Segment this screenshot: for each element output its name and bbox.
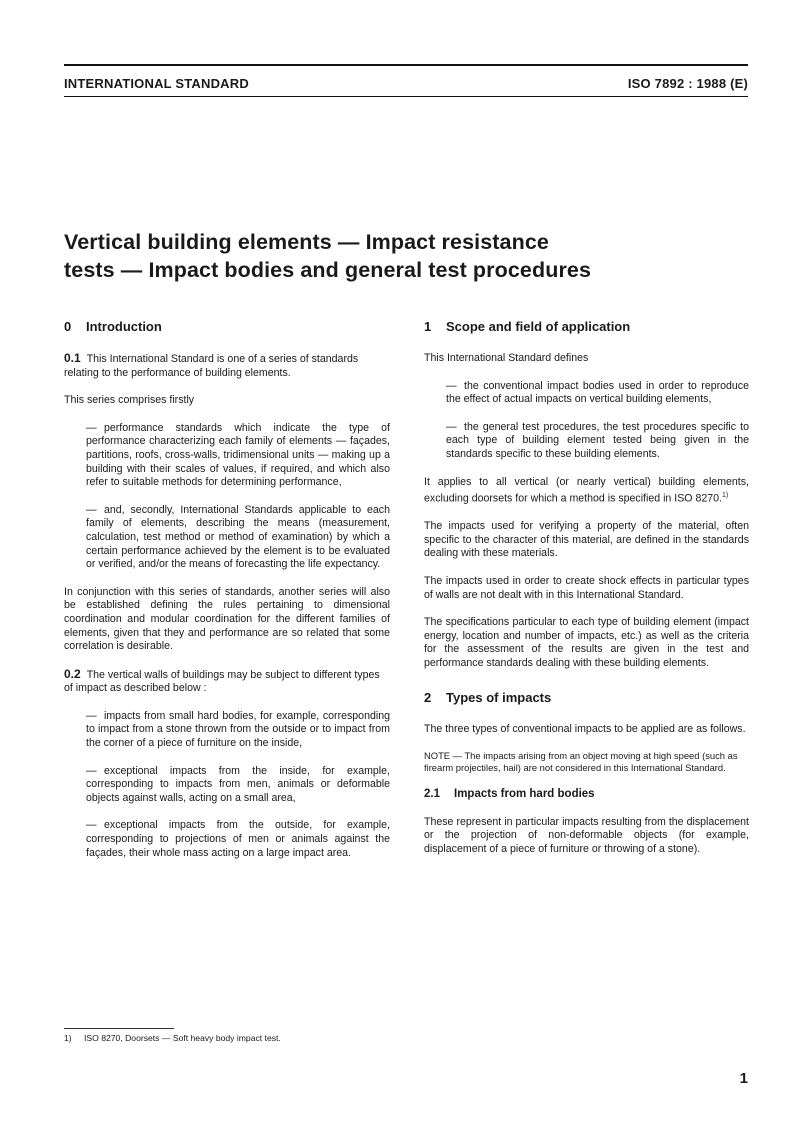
paragraph: The three types of conventional impacts to be applied are as follows. — [424, 722, 746, 735]
clause-0-1 — [64, 352, 390, 380]
clause-text: This International Standard is one of a series of standards relating to the performance of building elements. — [64, 353, 359, 379]
list-item: — the general test procedures, the test procedures specific to each type of building element tested being given in the standards specific to these building elements. — [446, 420, 749, 460]
list-item-text: exceptional impacts from the inside, for example, corresponding to impacts from men, animals or deformable objects against walls, acting on a small area, — [86, 764, 390, 804]
paragraph: This series comprises firstly — [64, 394, 195, 407]
list-item-text: and, secondly, International Standards applicable to each family of elements, describing the means (measurement, calculation, test method or method of examination) by which a certain performance achieved by the element is to be evaluated or verified, and/or the means of forecasting the life expectancy. — [86, 503, 390, 571]
clause-number: 0.1 — [64, 351, 81, 365]
paragraph — [424, 476, 749, 507]
list-item-text: the general test procedures, the test procedures specific to each type of building element tested being given in the standards specific to these building elements. — [446, 420, 749, 460]
paragraph: This International Standard defines — [424, 352, 589, 364]
clause-0-2 — [64, 668, 390, 696]
section-number: 0 — [64, 319, 72, 334]
list-item-text: the conventional impact bodies used in order to reproduce the effect of actual impacts on vertical building elements, — [446, 379, 749, 406]
document-title — [64, 228, 748, 284]
section-number: 1 — [424, 319, 432, 334]
left-column — [64, 318, 390, 874]
footnote-text: ISO 8270, Doorsets — Soft heavy body impact test. — [84, 1033, 281, 1043]
paragraph: The impacts used in order to create shock effects in particular types of walls are not dealt with in this International Standard. — [424, 575, 749, 601]
list-item-text: performance standards which indicate the type of performance characterizing each family of elements — façades, partitions, roofs, cross-walls, tridimensional units — making up a building with their scales of values, if required, and which also refer to suitable methods for determining performance, — [86, 421, 390, 489]
footnote-ref: 1) — [64, 1033, 72, 1043]
title-line-2: tests — Impact bodies and general test procedures — [64, 258, 592, 282]
top-rule — [64, 64, 748, 66]
subsection-title: Impacts from hard bodies — [454, 788, 595, 801]
subsection-2-1-heading — [424, 788, 749, 802]
section-title: Introduction — [86, 319, 162, 334]
list-item: — the conventional impact bodies used in order to reproduce the effect of actual impacts on vertical building elements, — [446, 379, 749, 406]
section-number: 2 — [424, 689, 432, 705]
list-item: — and, secondly, International Standards applicable to each family of elements, describing the means (measurement, calculation, test method or method of examination) by which a certain performance achieved by the element is to be evaluated or verified, and/or the means of forecasting the life expectancy. — [86, 503, 390, 571]
paragraph: These represent in particular impacts resulting from the displacement or the projection of non-deformable objects (for example, displacement of a piece of furniture or throwing of a stone). — [424, 815, 749, 855]
footnote-marker[interactable]: 1) — [721, 492, 729, 500]
list-item: — performance standards which indicate the type of performance characterizing each family of elements — façades, partitions, roofs, cross-walls, tridimensional units — making up a building with their scales of values, if required, and which also refer to suitable methods for determining performance, — [86, 421, 390, 489]
header-doc-type: INTERNATIONAL STANDARD — [64, 76, 249, 91]
section-title: Types of impacts — [446, 689, 552, 705]
section-2-heading — [424, 689, 749, 707]
paragraph: The specifications particular to each type of building element (impact energy, location and number of impacts, etc.) as well as the criteria for the assessment of the results are given in the test and performance standards dealing with these building elements. — [424, 616, 749, 670]
paragraph-text: It applies to all vertical (or nearly vertical) building elements, excluding doorsets for which a method is specified in ISO 8270. — [424, 475, 749, 505]
list-item: — exceptional impacts from the outside, for example, corresponding to projections of men or animals against the façades, their whole mass acting on a large impact area. — [86, 819, 390, 859]
header-rule — [64, 96, 748, 97]
clause-number: 0.2 — [64, 666, 81, 681]
page-number: 1 — [739, 1070, 748, 1087]
title-line-1: Vertical building elements — Impact resistance — [64, 230, 549, 254]
list-item: — impacts from small hard bodies, for example, corresponding to impact from a stone thrown from the outside or to impact from the corner of a piece of furniture on the inside, — [86, 709, 390, 750]
paragraph: The impacts used for verifying a property of the material, often specific to the character of this material, are defined in the standards dealing with these materials. — [424, 520, 749, 560]
footnote — [64, 1033, 281, 1043]
right-column — [424, 318, 749, 871]
header-doc-number: ISO 7892 : 1988 (E) — [627, 76, 748, 91]
list-item-text: impacts from small hard bodies, for example, corresponding to impact from a stone thrown from the outside or to impact from the corner of a piece of furniture on the inside, — [86, 709, 390, 750]
clause-text: The vertical walls of buildings may be subject to different types of impact as described below : — [64, 668, 380, 695]
section-0-heading — [64, 318, 390, 336]
footnote-rule — [64, 1028, 174, 1029]
paragraph: In conjunction with this series of standards, another series will also be established defining the rules pertaining to dimensional coordination and modular coordination for the different families of elements, given that they and performance are so related that some correlation is desirable. — [64, 585, 390, 653]
list-item: — exceptional impacts from the inside, for example, corresponding to impacts from men, animals or deformable objects against walls, acting on a small area, — [86, 764, 390, 804]
note: NOTE — The impacts arising from an object moving at high speed (such as firearm projectiles, hail) are not considered in this International Standard. — [424, 750, 738, 774]
section-1-heading — [424, 318, 749, 336]
section-title: Scope and field of application — [446, 319, 631, 334]
list-item-text: exceptional impacts from the outside, for example, corresponding to projections of men or animals against the façades, their whole mass acting on a large impact area. — [86, 819, 390, 859]
subsection-number: 2.1 — [424, 788, 440, 801]
